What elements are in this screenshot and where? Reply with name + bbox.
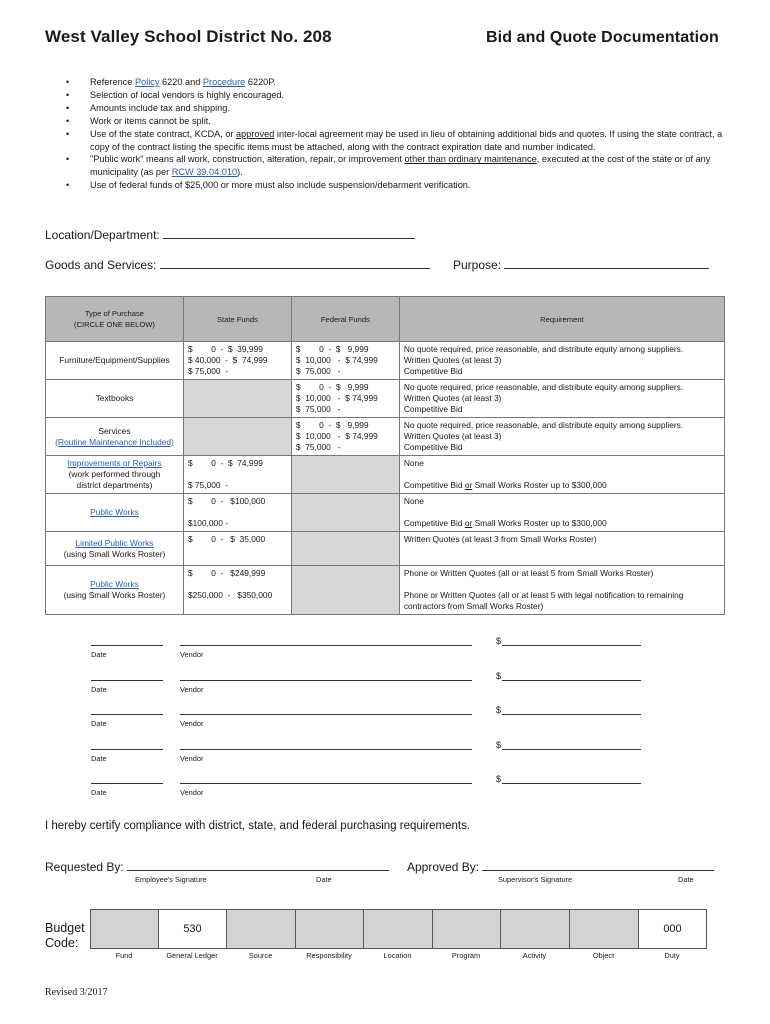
- federal-funds-cell: $ 0 - $ 9,999 $ 10,000 - $ 74,999 $ 75,000 -: [291, 418, 399, 456]
- requirement-text: Small Works Roster up to $300,000: [472, 480, 607, 490]
- budget-code-table: [90, 909, 707, 949]
- note-item: [66, 128, 726, 154]
- note-text: inter-local agreement may be used in lieu of obtaining additional bids and quotes. If using the state contract, a copy of the contract listing the specific items must be attached, along with the contract expiration date and number indicated.: [90, 128, 723, 152]
- requirement-text: or: [464, 480, 473, 490]
- quote-date-caption: Date: [91, 684, 107, 694]
- requirement-cell: [399, 418, 724, 456]
- note-text: , executed at the cost of the state or of any municipality (as per: [90, 154, 711, 178]
- federal-funds-cell: $ 0 - $ 9,999 $ 10,000 - $ 74,999 $ 75,000 -: [291, 380, 399, 418]
- table-row: [46, 380, 725, 418]
- quote-dollar-sign: $: [496, 774, 502, 784]
- quote-amount-line[interactable]: [502, 749, 641, 750]
- requirement-text: Small Works Roster up to $300,000: [472, 518, 607, 528]
- purpose-line[interactable]: [504, 259, 709, 269]
- requirement-line: Phone or Written Quotes (all or at least 5 with legal notification to remaining contractors from Small Works Roster): [403, 590, 684, 611]
- note-text: 6220P.: [245, 77, 276, 87]
- state-funds-cell: [183, 418, 291, 456]
- purpose-field[interactable]: [453, 258, 709, 272]
- note-item: [66, 76, 726, 89]
- requirement-line: Written Quotes (at least 3 from Small Works Roster): [403, 534, 597, 544]
- revision-note: Revised 3/2017: [45, 987, 108, 998]
- budget-code-caption: Location: [383, 951, 412, 960]
- approved-by-line[interactable]: [482, 861, 714, 871]
- state-funds-cell: $ 0 - $249,999 $250,000 - $350,000: [183, 566, 291, 615]
- header-federal-funds: Federal Funds: [291, 297, 399, 342]
- requirement-cell: [399, 456, 724, 494]
- quote-amount-line[interactable]: [502, 680, 641, 681]
- quote-date-line[interactable]: [91, 749, 163, 750]
- quote-date-line[interactable]: [91, 714, 163, 715]
- purchase-type-link[interactable]: Public Works: [90, 579, 139, 589]
- quote-date-line[interactable]: [91, 680, 163, 681]
- budget-label-line1: Budget: [45, 921, 85, 935]
- note-item: [66, 153, 726, 179]
- purchase-type-text: (work performed through: [68, 469, 161, 479]
- requirement-cell: [399, 532, 724, 566]
- note-item: [66, 89, 726, 102]
- budget-code-cell[interactable]: 530: [159, 910, 227, 949]
- note-text: Reference: [90, 77, 135, 87]
- requirement-text: Competitive Bid: [403, 518, 465, 528]
- purpose-label: Purpose:: [453, 258, 502, 272]
- location-label: Location/Department:: [45, 228, 160, 242]
- purchase-type-text: Furniture/Equipment/Supplies: [59, 355, 170, 365]
- note-text: Work or items cannot be split.: [90, 115, 211, 126]
- approved-by-label: Approved By:: [407, 860, 480, 874]
- requirement-line: [404, 469, 720, 480]
- quote-dollar-sign: $: [496, 636, 502, 646]
- purchase-type-cell[interactable]: [46, 456, 184, 494]
- purchase-type-cell[interactable]: [46, 566, 184, 615]
- state-funds-cell: $ 0 - $ 74,999 $ 75,000 -: [183, 456, 291, 494]
- note-text: Use of federal funds of $25,000 or more must also include suspension/debarment verification.: [90, 180, 471, 191]
- state-funds-cell: $ 0 - $100,000 $100,000 -: [183, 494, 291, 532]
- purchase-type-link[interactable]: Public Works: [90, 507, 139, 517]
- table-row: [46, 494, 725, 532]
- requirement-cell: [399, 380, 724, 418]
- budget-code-caption: General Ledger: [166, 951, 218, 960]
- budget-code-cell[interactable]: [296, 910, 364, 949]
- table-row: [46, 566, 725, 615]
- budget-code-cell[interactable]: [91, 910, 159, 949]
- budget-code-caption: Fund: [115, 951, 133, 960]
- quote-amount-line[interactable]: [502, 783, 641, 784]
- note-text: Use of the state contract, KCDA, or: [90, 128, 237, 139]
- purchase-type-cell[interactable]: [46, 380, 184, 418]
- requirement-cell: [399, 342, 724, 380]
- quote-vendor-line[interactable]: [180, 783, 472, 784]
- note-link[interactable]: RCW 39.04.010: [171, 167, 238, 178]
- note-text: "Public work" means all work, construction, alteration, repair, or improvement: [90, 154, 405, 165]
- purchase-type-cell[interactable]: [46, 342, 184, 380]
- purchase-type-text: Services: [98, 425, 131, 436]
- quote-date-caption: Date: [91, 719, 107, 728]
- requested-by-line[interactable]: [127, 861, 389, 871]
- federal-funds-cell: $ 0 - $ 9,999 $ 10,000 - $ 74,999 $ 75,000 -: [291, 342, 399, 380]
- requirement-line: Written Quotes (at least 3): [403, 393, 502, 403]
- note-text: 6220 and: [159, 77, 203, 87]
- budget-code-caption: Program: [451, 951, 481, 960]
- budget-code-cell[interactable]: [433, 910, 501, 949]
- requirement-line: No quote required, price reasonable, and distribute equity among suppliers.: [403, 382, 684, 392]
- document-title: Bid and Quote Documentation: [486, 29, 719, 46]
- location-field[interactable]: [45, 228, 415, 242]
- federal-funds-cell: [291, 456, 399, 494]
- quote-vendor-line[interactable]: [180, 645, 472, 646]
- budget-code-label: [45, 921, 85, 951]
- purchase-type-text: district departments): [76, 480, 153, 490]
- quote-vendor-caption: Vendor: [180, 684, 204, 694]
- note-link[interactable]: Policy: [134, 77, 160, 87]
- requirement-line: Competitive Bid: [403, 366, 463, 376]
- quote-vendor-caption: Vendor: [180, 788, 204, 797]
- purchase-type-text: (using Small Works Roster): [63, 548, 166, 559]
- note-text: ).: [237, 167, 243, 178]
- quote-date-caption: Date: [91, 650, 107, 659]
- header-type: [46, 297, 184, 342]
- purchase-type-link[interactable]: Limited Public Works: [75, 537, 154, 548]
- purchase-type-link[interactable]: Improvements or Repairs: [67, 458, 162, 468]
- purchase-requirements-table: [45, 296, 725, 615]
- notes-list: [66, 76, 726, 192]
- location-line[interactable]: [163, 229, 415, 239]
- requirement-line: No quote required, price reasonable, and distribute equity among suppliers.: [403, 344, 684, 354]
- table-row: [46, 342, 725, 380]
- note-item: [66, 102, 726, 115]
- quote-vendor-caption: Vendor: [180, 753, 204, 763]
- state-funds-cell: $ 0 - $ 35,000: [183, 532, 291, 566]
- budget-code-cell[interactable]: 000: [639, 910, 707, 949]
- header-type-line1: Type of Purchase: [84, 309, 145, 318]
- table-row: [46, 456, 725, 494]
- requested-by-field[interactable]: [45, 860, 389, 874]
- purchase-type-cell[interactable]: [46, 494, 184, 532]
- quote-dollar-sign: $: [496, 739, 502, 750]
- purchase-type-text: Textbooks: [95, 393, 134, 403]
- requirement-cell: [399, 494, 724, 532]
- header-state-funds: State Funds: [183, 297, 291, 342]
- requirement-line: [404, 480, 720, 491]
- requirement-line: Phone or Written Quotes (all or at least 5 from Small Works Roster): [403, 568, 654, 578]
- requirement-line: Written Quotes (at least 3): [403, 355, 502, 365]
- quote-amount-line[interactable]: [502, 645, 641, 646]
- requirement-text: Competitive Bid: [403, 480, 465, 490]
- budget-label-line2: Code:: [45, 936, 79, 950]
- header-type-line2: (CIRCLE ONE BELOW): [73, 320, 155, 329]
- quote-date-caption: Date: [91, 753, 107, 763]
- quote-amount-line[interactable]: [502, 714, 641, 715]
- state-funds-cell: $ 0 - $ 39,999 $ 40,000 - $ 74,999 $ 75,000 -: [183, 342, 291, 380]
- budget-code-cell[interactable]: [364, 910, 433, 949]
- purchase-type-cell[interactable]: [46, 532, 184, 566]
- budget-code-caption: Responsibility: [306, 951, 352, 960]
- requested-by-label: Requested By:: [45, 860, 124, 874]
- quote-dollar-sign: $: [496, 705, 502, 715]
- budget-code-caption: Object: [592, 951, 615, 960]
- budget-code-caption: Source: [248, 951, 273, 960]
- goods-field[interactable]: [45, 258, 430, 272]
- note-item: [66, 179, 726, 192]
- quote-date-line[interactable]: [91, 645, 163, 646]
- quote-dollar-sign: $: [496, 670, 502, 681]
- quote-date-line[interactable]: [91, 783, 163, 784]
- district-title: West Valley School District No. 208: [45, 27, 332, 46]
- purchase-type-cell[interactable]: [46, 418, 184, 456]
- federal-funds-cell: [291, 494, 399, 532]
- note-text: other than ordinary maintenance: [404, 154, 537, 165]
- quote-vendor-line[interactable]: [180, 749, 472, 750]
- requirement-line: [404, 518, 720, 529]
- federal-funds-cell: [291, 532, 399, 566]
- note-item: [66, 115, 726, 128]
- requirement-text: or: [464, 518, 473, 528]
- quote-vendor-line[interactable]: [180, 680, 472, 681]
- goods-line[interactable]: [160, 259, 430, 269]
- quote-date-caption: Date: [91, 788, 107, 797]
- certification-text: I hereby certify compliance with district, state, and federal purchasing requirements.: [45, 820, 471, 832]
- requirement-line: Competitive Bid: [403, 442, 463, 452]
- state-funds-cell: [183, 380, 291, 418]
- goods-label: Goods and Services:: [45, 258, 157, 272]
- table-row: [46, 532, 725, 566]
- note-text: Amounts include tax and shipping.: [90, 102, 230, 113]
- requirement-line: [404, 507, 720, 518]
- purchase-type-link[interactable]: (Routine Maintenance Included): [55, 436, 174, 447]
- requirement-line: None: [403, 496, 424, 506]
- budget-code-caption: Duty: [664, 951, 680, 960]
- header-requirement: Requirement: [399, 297, 724, 342]
- budget-code-caption: Activity: [522, 951, 547, 960]
- requested-date-caption: Date: [316, 875, 332, 884]
- requirement-line: Competitive Bid: [403, 404, 463, 414]
- quote-vendor-line[interactable]: [180, 714, 472, 715]
- note-link[interactable]: Procedure: [202, 77, 246, 87]
- budget-code-cell[interactable]: [570, 910, 639, 949]
- budget-code-cell[interactable]: [227, 910, 296, 949]
- budget-code-cell[interactable]: [501, 910, 570, 949]
- requirement-line: None: [403, 458, 424, 468]
- supervisor-signature-caption: Supervisor's Signature: [498, 875, 573, 884]
- quote-vendor-caption: Vendor: [180, 719, 204, 728]
- requirement-line: No quote required, price reasonable, and distribute equity among suppliers.: [403, 420, 684, 430]
- employee-signature-caption: Employee's Signature: [135, 875, 207, 884]
- approved-by-field[interactable]: [407, 860, 714, 874]
- approved-date-caption: Date: [678, 875, 694, 884]
- table-row: [46, 418, 725, 456]
- note-text: Selection of local vendors is highly encouraged.: [90, 89, 285, 100]
- requirement-line: [404, 579, 720, 590]
- requirement-cell: [399, 566, 724, 615]
- purchase-type-text: (using Small Works Roster): [63, 590, 166, 600]
- quote-vendor-caption: Vendor: [180, 650, 204, 659]
- federal-funds-cell: [291, 566, 399, 615]
- note-text: approved: [236, 128, 275, 139]
- requirement-line: Written Quotes (at least 3): [403, 431, 502, 441]
